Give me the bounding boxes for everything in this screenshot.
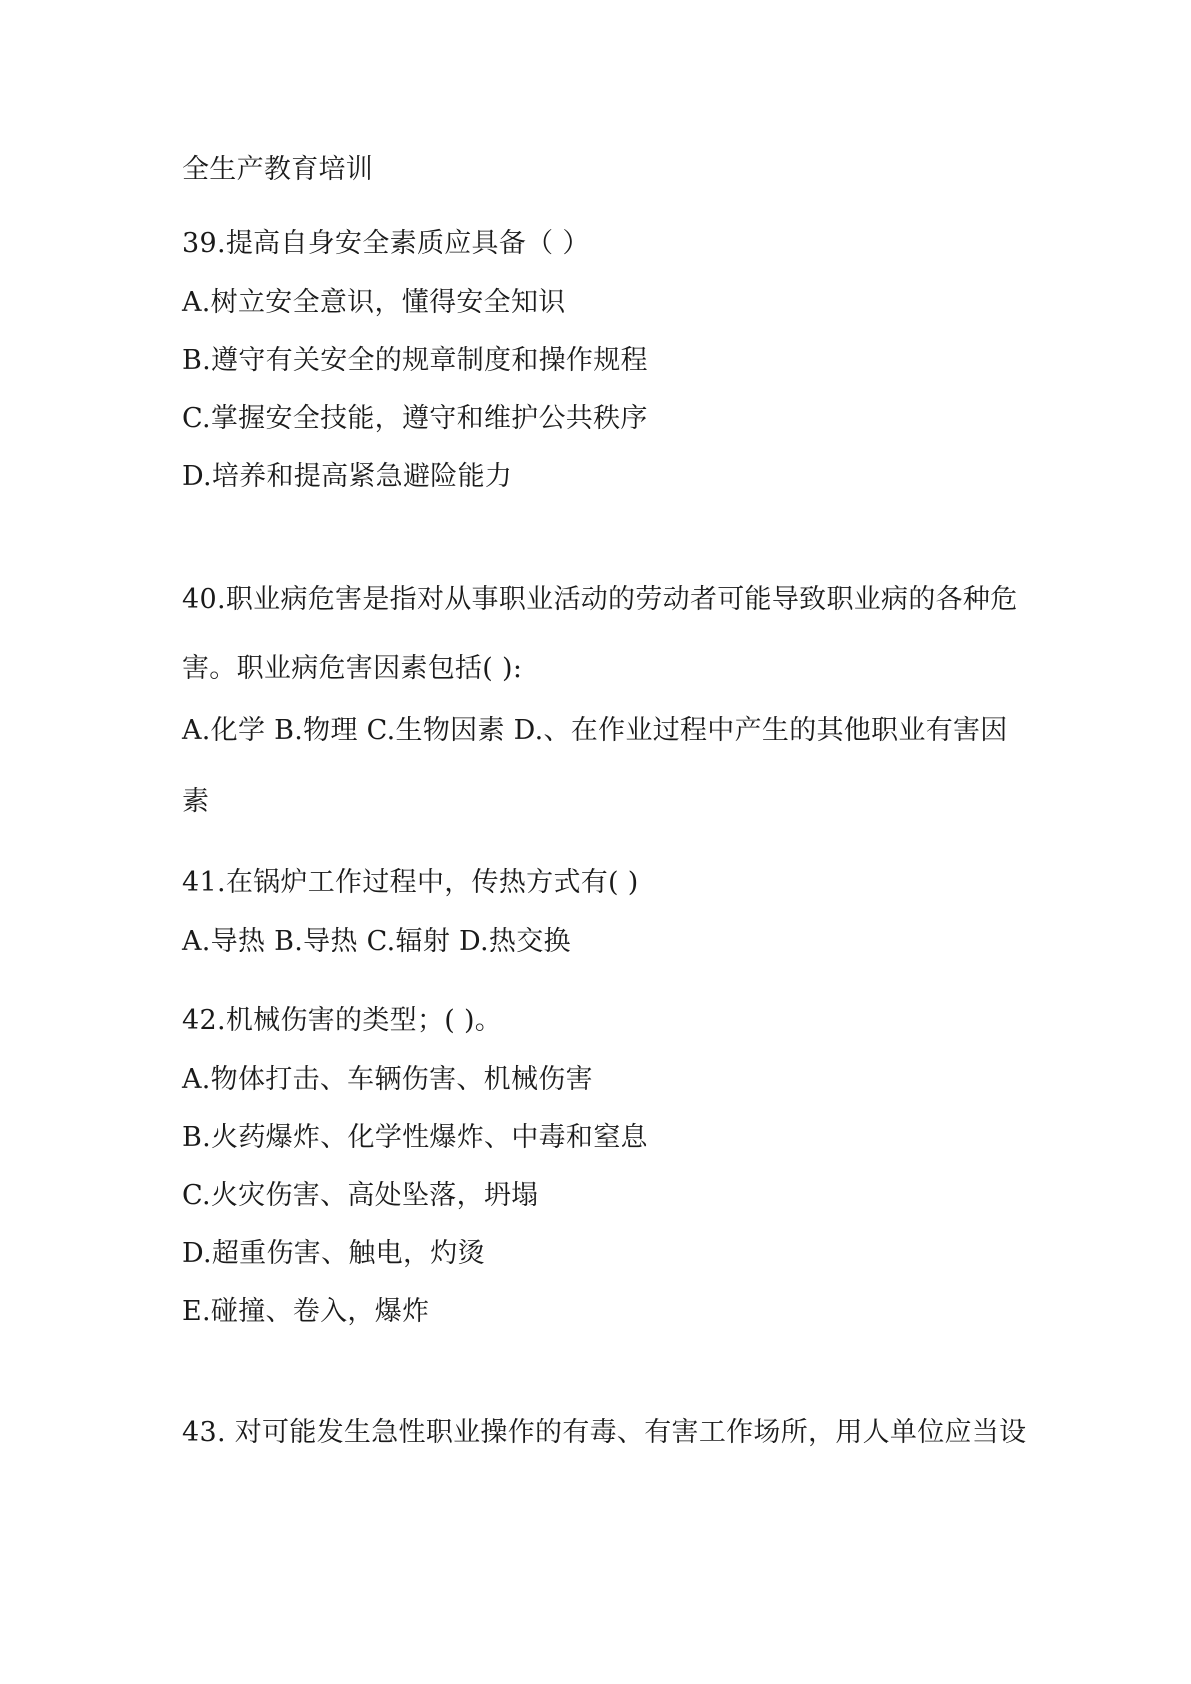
question-41-options: A.导热 B.导热 C.辐射 D.热交换 — [182, 926, 571, 957]
question-42-option-e: E.碰撞、卷入，爆炸 — [182, 1296, 430, 1327]
question-42-option-d: D.超重伤害、触电，灼烫 — [182, 1238, 485, 1269]
question-40-options-line-1: A.化学 B.物理 C.生物因素 D.、在作业过程中产生的其他职业有害因 — [182, 715, 1008, 746]
question-42-option-a: A.物体打击、车辆伤害、机械伤害 — [182, 1064, 593, 1095]
question-39: 39.提高自身安全素质应具备（ ） — [182, 228, 590, 259]
question-40-line-2: 害。职业病危害因素包括( ): — [182, 653, 523, 684]
question-43-line-1: 43. 对可能发生急性职业操作的有毒、有害工作场所，用人单位应当设 — [182, 1417, 1027, 1448]
question-42: 42.机械伤害的类型；( )。 — [182, 1005, 503, 1036]
question-39-option-a: A.树立安全意识，懂得安全知识 — [182, 287, 566, 318]
question-39-option-d: D.培养和提高紧急避险能力 — [182, 461, 513, 492]
question-41: 41.在锅炉工作过程中，传热方式有( ) — [182, 867, 639, 898]
question-39-option-b: B.遵守有关安全的规章制度和操作规程 — [182, 345, 648, 376]
text-line-continuation: 全生产教育培训 — [182, 154, 374, 185]
question-40-line-1: 40.职业病危害是指对从事职业活动的劳动者可能导致职业病的各种危 — [182, 584, 1018, 615]
question-39-option-c: C.掌握安全技能，遵守和维护公共秩序 — [182, 403, 648, 434]
question-42-option-b: B.火药爆炸、化学性爆炸、中毒和窒息 — [182, 1122, 648, 1153]
question-42-option-c: C.火灾伤害、高处坠落，坍塌 — [182, 1180, 539, 1211]
question-40-options-line-2: 素 — [182, 786, 210, 817]
